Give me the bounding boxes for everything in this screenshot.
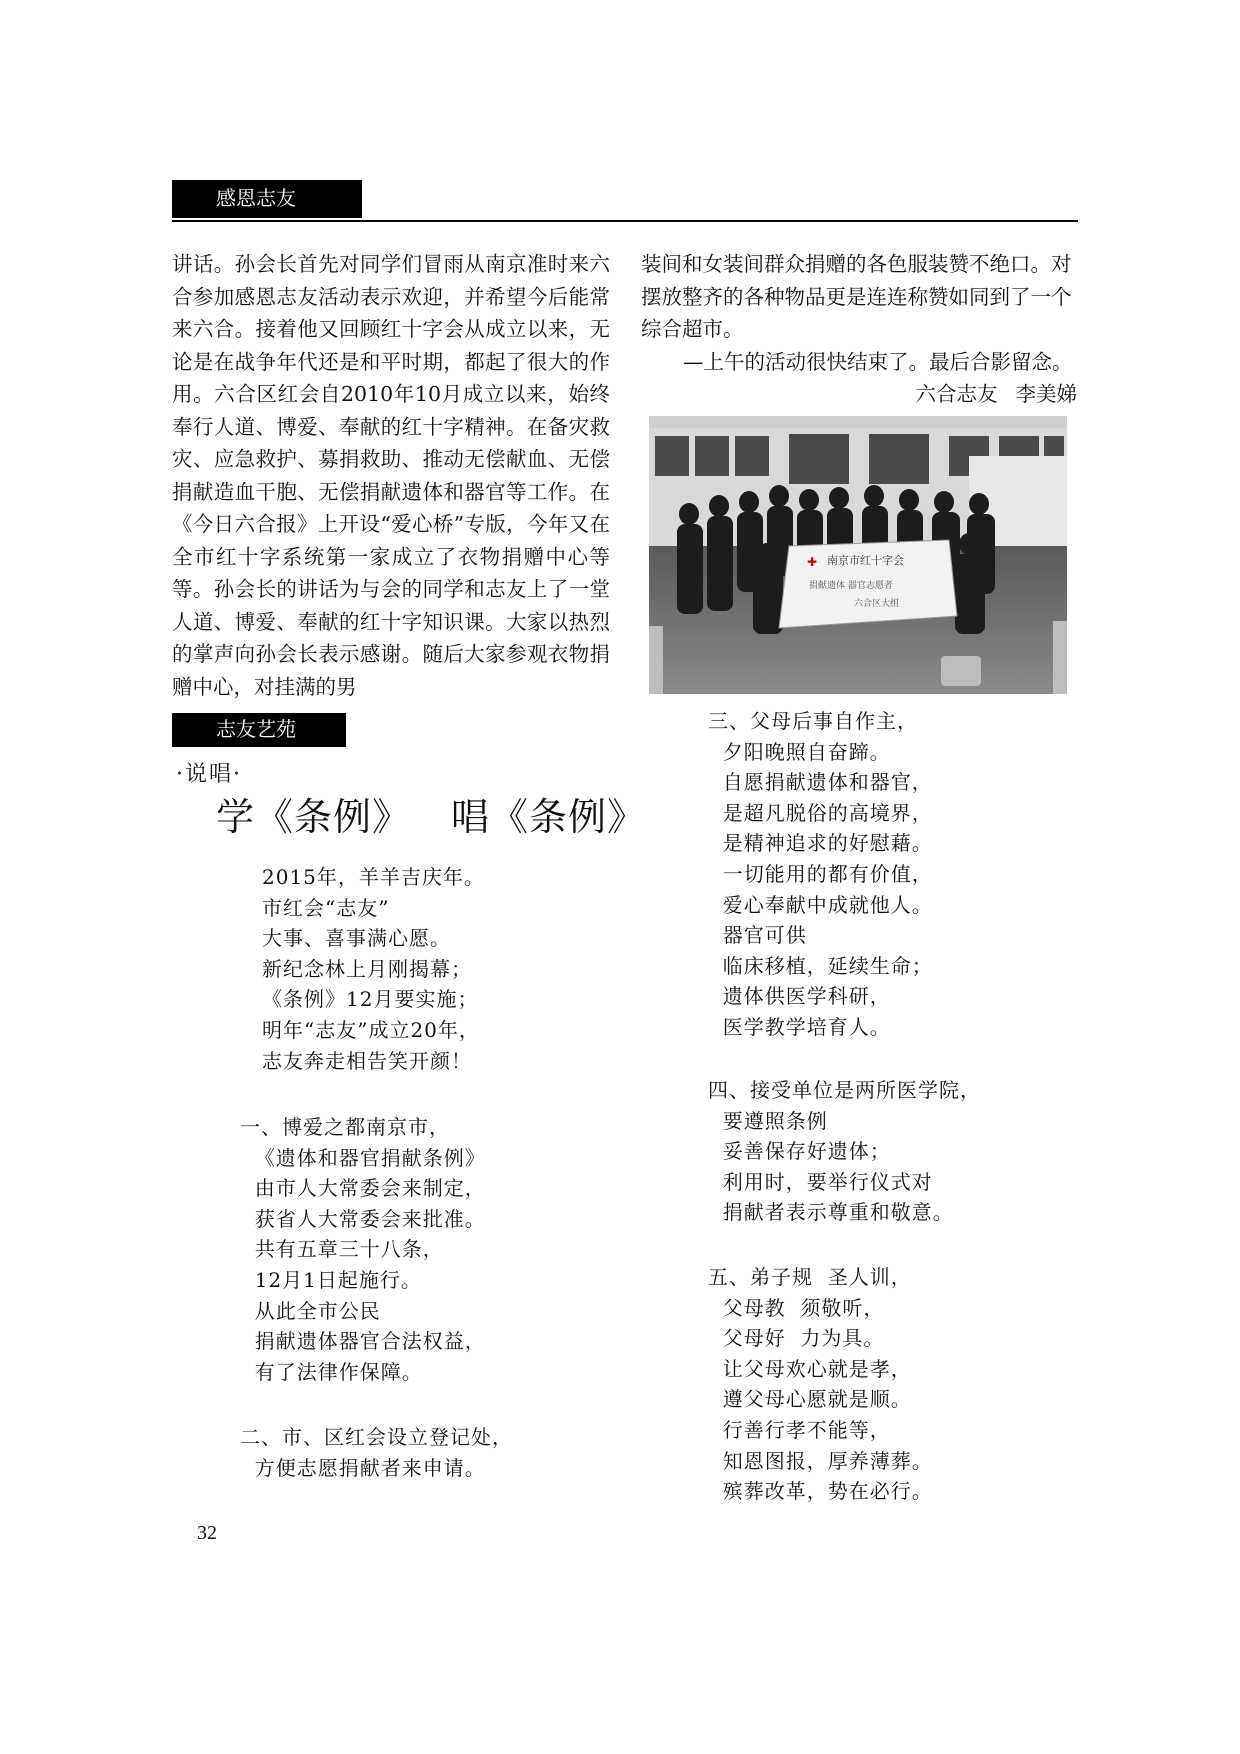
- svg-text:✚: ✚: [807, 555, 818, 569]
- verse-line: 获省人大常委会来批准。: [240, 1206, 486, 1231]
- verse-line: 医学教学培育人。: [708, 1014, 891, 1039]
- verse-line: 利用时，要举行仪式对: [708, 1169, 933, 1194]
- verse-line: 爱心奉献中成就他人。: [708, 892, 933, 917]
- group-photo: [649, 416, 1067, 694]
- page-number: 32: [197, 1522, 217, 1544]
- article-left-text: 讲话。孙会长首先对同学们冒雨从南京准时来六合参加感恩志友活动表示欢迎，并希望今后能常来六合。接着他又回顾红十字会从成立以来，无论是在战争年代还是和平时期，都起了很大的作用。六合区红会自2010年10月成立以来，始终奉行人道、博爱、奉献的红十字精神。在备灾救灾、应急救护、募捐救助、推动无偿献血、无偿捐献造血干胞、无偿捐献遗体和器官等工作。在《今日六合报》上开设“爱心桥”专版，今年又在全市红十字系统第一家成立了衣物捐赠中心等等。孙会长的讲话为与会的同学和志友上了一堂人道、博爱、奉献的红十字知识课。大家以热烈的掌声向孙会长表示感谢。随后大家参观衣物捐赠中心，对挂满的男: [172, 252, 610, 699]
- verse-line: 明年“志友”成立20年，: [262, 1017, 480, 1042]
- signature-name: 李美娣: [1015, 382, 1077, 406]
- poem-intro-stanza: [262, 862, 485, 1076]
- article-right-text: 装间和女装间群众捐赠的各色服装赞不绝口。对摆放整齐的各种物品更是连连称赞如同到了一个综合超市。: [641, 252, 1072, 341]
- verse-line: 要遵照条例: [708, 1108, 828, 1133]
- verse-line: 捐献者表示尊重和敬意。: [708, 1200, 954, 1225]
- photo-banner-line2: 捐献遗体 器官志愿者: [809, 581, 893, 591]
- article-left-column: [172, 248, 610, 703]
- verse-line: 方便志愿捐献者来申请。: [240, 1455, 486, 1480]
- verse-line: 是精神追求的好慰藉。: [708, 831, 933, 856]
- verse-line: 市红会“志友”: [262, 895, 390, 920]
- poem-stanza-5: [708, 1262, 933, 1507]
- signature-org: 六合志友: [915, 382, 998, 406]
- poem-stanza-1: [240, 1112, 486, 1387]
- verse-line: 捐献遗体器官合法权益，: [240, 1329, 486, 1354]
- verse-line: 大事、喜事满心愿。: [262, 926, 451, 951]
- poem-stanza-2: [240, 1422, 513, 1483]
- verse-line: 器官可供: [708, 923, 807, 948]
- verse-line: 2015年，羊羊吉庆年。: [262, 865, 485, 889]
- verse-line: 遗体供医学科研，: [708, 984, 891, 1009]
- verse-line: 一、博爱之都南京市，: [240, 1115, 450, 1139]
- verse-line: 行善行孝不能等，: [708, 1417, 891, 1442]
- verse-line: 是超凡脱俗的高境界，: [708, 800, 933, 825]
- genre-label: ·说唱·: [176, 762, 242, 787]
- poem-stanza-4: [708, 1075, 981, 1228]
- verse-line: 志友奔走相告笑开颜！: [262, 1048, 472, 1073]
- article-signature: [641, 378, 1079, 411]
- verse-line: 从此全市公民: [240, 1298, 381, 1323]
- verse-line: 知恩图报，厚养薄葬。: [708, 1448, 933, 1473]
- verse-line: 五、弟子规 圣人训，: [708, 1265, 912, 1289]
- verse-line: 有了法律作保障。: [240, 1359, 423, 1384]
- verse-line: 三、父母后事自作主，: [708, 709, 918, 733]
- header-rule: [172, 220, 1078, 222]
- poem-title-right: 唱《条例》: [451, 795, 647, 839]
- verse-line: 夕阳晚照自奋蹄。: [708, 739, 891, 764]
- verse-line: 一切能用的都有价值，: [708, 861, 933, 886]
- verse-line: 由市人大常委会来制定，: [240, 1176, 486, 1201]
- verse-line: 殡葬改革，势在必行。: [708, 1479, 933, 1504]
- art-section-tab: 志友艺苑: [172, 713, 346, 747]
- photo-banner-line1: 南京市红十字会: [827, 554, 904, 567]
- photo-banner-line3: 六合区大组: [854, 599, 900, 609]
- poem-stanza-3: [708, 706, 933, 1043]
- verse-line: 妥善保存好遗体；: [708, 1139, 891, 1164]
- verse-line: 遵父母心愿就是顺。: [708, 1387, 912, 1412]
- verse-line: 临床移植，延续生命；: [708, 953, 933, 978]
- section-tab: 感恩志友: [172, 180, 362, 218]
- verse-line: 自愿捐献遗体和器官，: [708, 770, 933, 795]
- poem-title: [216, 786, 646, 841]
- verse-line: 二、市、区红会设立登记处，: [240, 1425, 513, 1449]
- verse-line: 让父母欢心就是孝，: [708, 1356, 912, 1381]
- verse-line: 12月1日起施行。: [240, 1267, 422, 1292]
- article-closing: —上午的活动很快结束了。最后合影留念。: [683, 349, 1073, 374]
- verse-line: 《遗体和器官捐献条例》: [240, 1145, 486, 1170]
- poem-title-left: 学《条例》: [216, 795, 412, 839]
- verse-line: 四、接受单位是两所医学院，: [708, 1078, 981, 1102]
- verse-line: 父母好 力为具。: [708, 1326, 885, 1351]
- verse-line: 共有五章三十八条，: [240, 1237, 444, 1262]
- article-right-column: [641, 248, 1079, 411]
- verse-line: 《条例》12月要实施；: [262, 987, 479, 1012]
- verse-line: 父母教 须敬听，: [708, 1295, 885, 1320]
- verse-line: 新纪念林上月刚揭幕；: [262, 956, 472, 981]
